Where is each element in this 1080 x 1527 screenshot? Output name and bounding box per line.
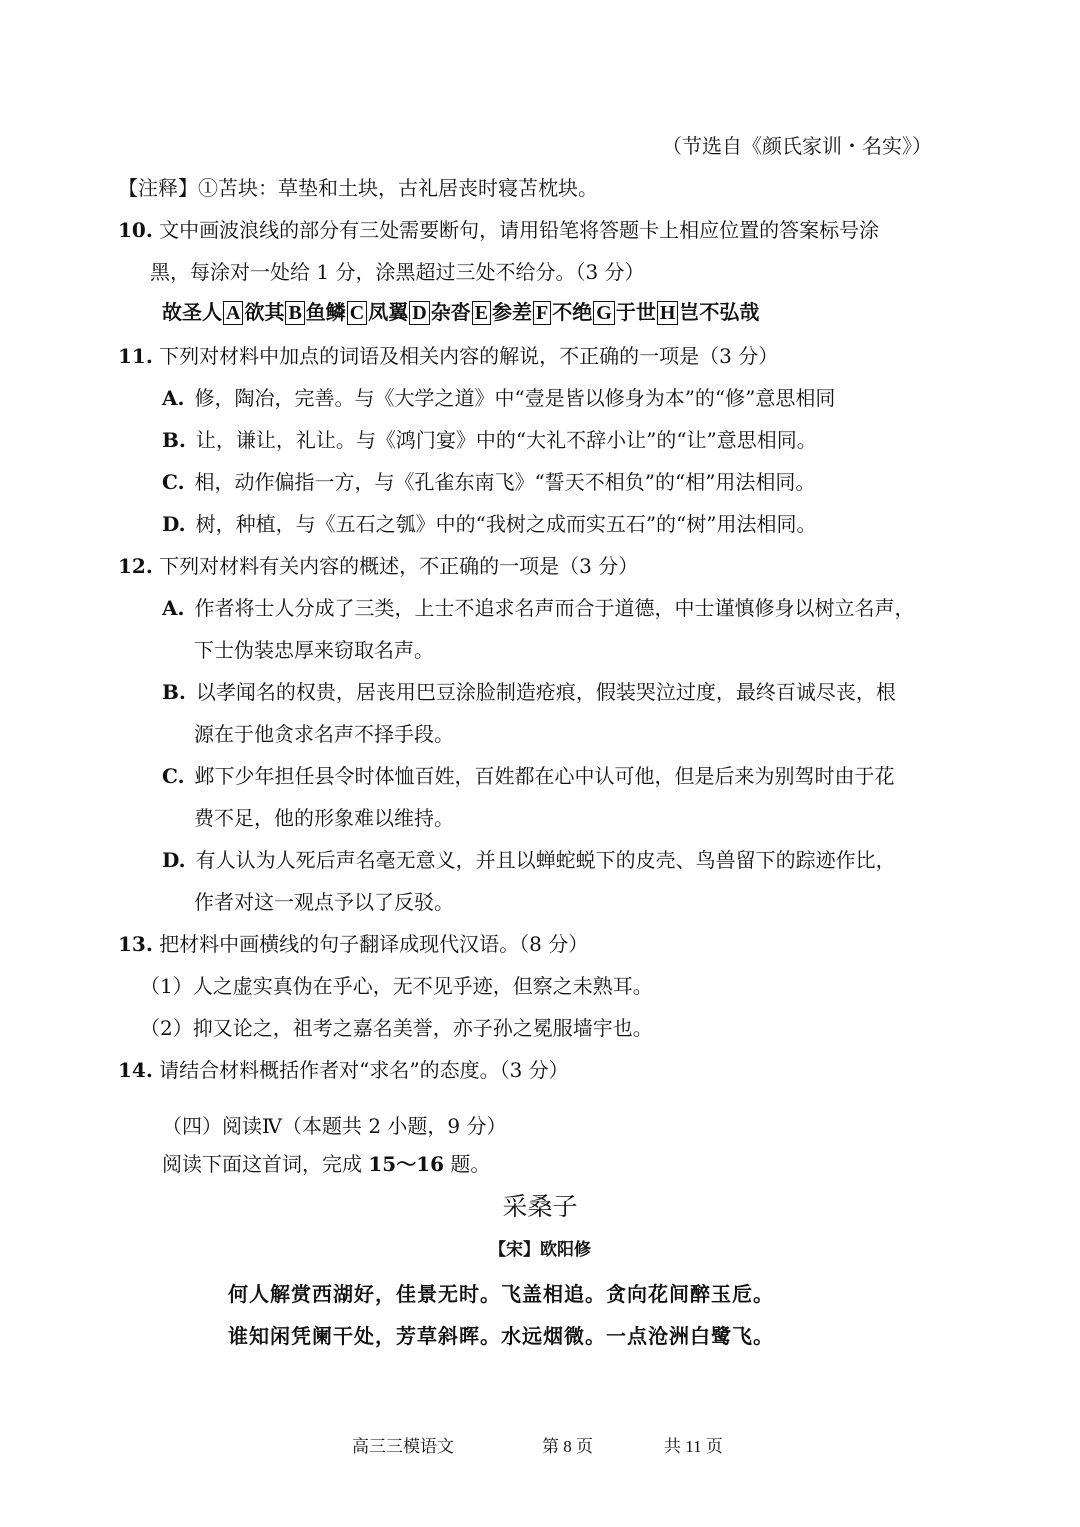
question-11-option-b xyxy=(162,426,817,454)
answer-label-box: D xyxy=(409,301,429,325)
option-letter: A. xyxy=(162,386,185,410)
segment-text: 岂不弘哉 xyxy=(679,300,760,324)
option-letter: A. xyxy=(162,596,185,620)
question-11-stem-line xyxy=(118,342,778,370)
instruction-text: 题。 xyxy=(444,1152,491,1176)
option-letter: B. xyxy=(162,428,186,452)
question-12-option-b xyxy=(162,678,896,706)
question-11-option-d xyxy=(162,510,817,538)
segment-text: 不绝 xyxy=(552,300,593,324)
question-14-number: 14. xyxy=(118,1058,153,1082)
answer-label-box: E xyxy=(472,301,491,325)
poem-line-2: 谁知闲凭阑干处，芳草斜晖。水远烟微。一点沧洲白鹭飞。 xyxy=(228,1324,774,1348)
section-4-heading: （四）阅读Ⅳ（本题共 2 小题，9 分） xyxy=(162,1114,507,1138)
question-10-stem: 文中画波浪线的部分有三处需要断句，请用铅笔将答题卡上相应位置的答案标号涂 xyxy=(159,218,880,242)
option-text: 相，动作偏指一方，与《孔雀东南飞》“誓天不相负”的“相”用法相同。 xyxy=(194,470,816,494)
question-12-option-a-cont: 下士伪装忠厚来窃取名声。 xyxy=(194,638,434,662)
footer-total-pages: 共 11 页 xyxy=(664,1437,723,1456)
segment-text: 于世 xyxy=(615,300,656,324)
poem-title: 采桑子 xyxy=(502,1192,578,1221)
question-11-number: 11. xyxy=(118,344,153,368)
segment-text: 鱼鳞 xyxy=(305,300,346,324)
option-letter: D. xyxy=(162,512,186,536)
question-13-number: 13. xyxy=(118,932,153,956)
question-14-stem-line xyxy=(118,1056,569,1084)
question-12-option-b-cont: 源在于他贪求名声不择手段。 xyxy=(194,722,454,746)
answer-label-box: H xyxy=(657,301,679,325)
answer-label-box: C xyxy=(347,301,367,325)
instruction-text: 阅读下面这首词，完成 xyxy=(162,1152,369,1176)
question-13-stem-line xyxy=(118,930,588,958)
option-text: 有人认为人死后声名毫无意义，并且以蝉蛇蜕下的皮壳、鸟兽留下的踪迹作比， xyxy=(195,848,896,872)
option-letter: D. xyxy=(162,848,186,872)
segment-text: 参差 xyxy=(492,300,533,324)
answer-label-box: A xyxy=(223,301,243,325)
question-11-option-c xyxy=(162,468,815,496)
question-12-number: 12. xyxy=(118,554,153,578)
poem-line-1: 何人解赏西湖好，佳景无时。飞盖相追。贪向花间醉玉卮。 xyxy=(228,1282,774,1306)
question-12-option-c-cont: 费不足，他的形象难以维持。 xyxy=(194,806,454,830)
source-citation: （节选自《颜氏家训・名实》） xyxy=(662,134,932,158)
annotation-note: 【注释】①苫块：草垫和土块，古礼居丧时寝苫枕块。 xyxy=(118,176,598,200)
question-11-stem: 下列对材料中加点的词语及相关内容的解说，不正确的一项是（3 分） xyxy=(159,344,779,368)
option-text: 树，种植，与《五石之瓠》中的“我树之成而实五石”的“树”用法相同。 xyxy=(195,512,817,536)
footer-page-number: 第 8 页 xyxy=(542,1437,593,1456)
answer-label-box: F xyxy=(533,301,551,325)
option-text: 让，谦让，礼让。与《鸿门宴》中的“大礼不辞小让”的“让”意思相同。 xyxy=(195,428,817,452)
question-13-item-1: （1）人之虚实真伪在乎心，无不见乎迹，但察之未熟耳。 xyxy=(140,974,653,998)
segment-text: 故圣人 xyxy=(162,300,222,324)
question-13-stem: 把材料中画横线的句子翻译成现代汉语。（8 分） xyxy=(159,932,589,956)
question-12-option-c xyxy=(162,762,895,790)
option-text: 修，陶冶，完善。与《大学之道》中“壹是皆以修身为本”的“修”意思相同 xyxy=(194,386,836,410)
poem-author: 【宋】欧阳修 xyxy=(489,1240,591,1260)
option-letter: C. xyxy=(162,470,185,494)
question-12-option-d xyxy=(162,846,896,874)
answer-label-box: B xyxy=(285,301,304,325)
question-11-option-a xyxy=(162,384,835,412)
footer-subject: 高三三模语文 xyxy=(352,1437,454,1456)
sentence-segmentation-row xyxy=(162,298,759,326)
option-letter: B. xyxy=(162,680,186,704)
option-text: 邺下少年担任县令时体恤百姓，百姓都在心中认可他，但是后来为别驾时由于花 xyxy=(194,764,895,788)
segment-text: 杂沓 xyxy=(430,300,471,324)
question-12-option-a xyxy=(162,594,914,622)
question-12-stem-line xyxy=(118,552,638,580)
question-range: 15～16 xyxy=(368,1152,445,1176)
option-text: 以孝闻名的权贵，居丧用巴豆涂脸制造疮痕，假装哭泣过度，最终百诚尽丧，根 xyxy=(195,680,896,704)
question-10-line-1 xyxy=(118,216,879,244)
option-letter: C. xyxy=(162,764,185,788)
question-14-stem: 请结合材料概括作者对“求名”的态度。（3 分） xyxy=(159,1058,569,1082)
section-4-instruction xyxy=(162,1150,490,1178)
segment-text: 欲其 xyxy=(244,300,285,324)
question-10-number: 10. xyxy=(118,218,153,242)
option-text: 作者将士人分成了三类，上士不追求名声而合于道德，中士谨慎修身以树立名声， xyxy=(194,596,915,620)
segment-text: 凤翼 xyxy=(368,300,409,324)
question-10-line-2: 黑，每涂对一处给 1 分，涂黑超过三处不给分。（3 分） xyxy=(150,260,645,284)
question-12-stem: 下列对材料有关内容的概述，不正确的一项是（3 分） xyxy=(159,554,639,578)
question-13-item-2: （2）抑又论之，祖考之嘉名美誉，亦子孙之冕服墙宇也。 xyxy=(140,1016,653,1040)
answer-label-box: G xyxy=(593,301,615,325)
question-12-option-d-cont: 作者对这一观点予以了反驳。 xyxy=(194,890,454,914)
